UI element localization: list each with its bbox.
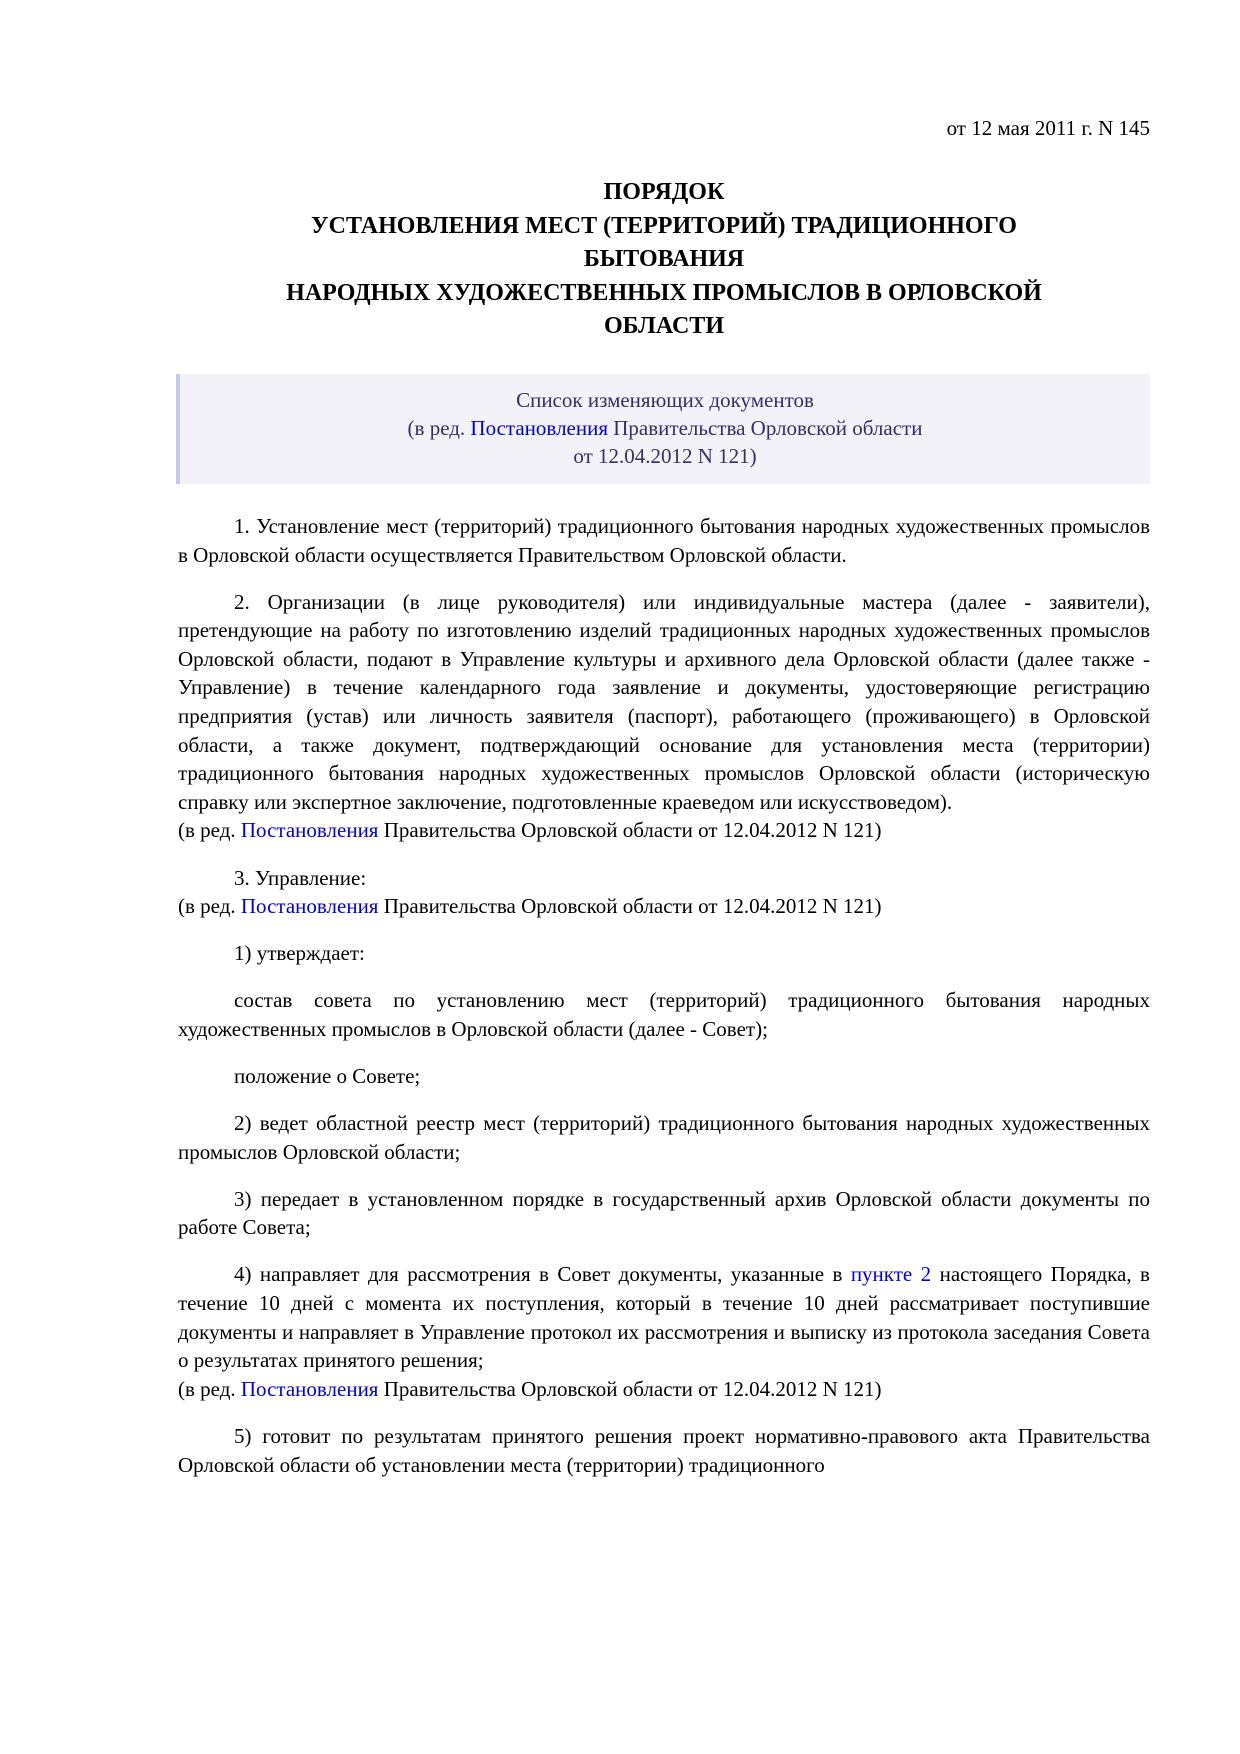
document-date-number: от 12 мая 2011 г. N 145 <box>946 116 1150 140</box>
amendments-heading: Список изменяющих документов <box>516 388 814 412</box>
paragraph-3-3: 3) передает в установленном порядке в государственный архив Орловской области документы по работе Совета; <box>178 1186 1150 1240</box>
title-line: НАРОДНЫХ ХУДОЖЕСТВЕННЫХ ПРОМЫСЛОВ В ОРЛОВСКОЙ <box>286 279 1042 306</box>
title-line: УСТАНОВЛЕНИЯ МЕСТ (ТЕРРИТОРИЙ) ТРАДИЦИОННОГО <box>311 212 1017 239</box>
resolution-link[interactable]: Постановления <box>240 1376 379 1401</box>
clause-2-link[interactable]: пункте 2 <box>850 1262 932 1287</box>
text: Правительства Орловской области <box>608 416 923 440</box>
title-line: ПОРЯДОК <box>603 179 725 205</box>
text: (в ред. <box>407 416 471 440</box>
text: настоящего Порядка, в течение 10 дней с момента их поступления, который в течение 10 дней рассматривает поступившие документы и направляет в Управление протокол их рассмотрения и выписку из протокола заседания Совета о результатах принятого решения; <box>178 1262 1150 1373</box>
resolution-link[interactable]: Постановления <box>470 416 608 440</box>
paragraph-3-5: 5) готовит по результатам принятого решения проект нормативно-правового акта Правительства Орловской области об установлении места (территории) традиционного <box>178 1423 1150 1477</box>
redaction-note <box>178 892 1150 921</box>
paragraph-3-1a: состав совета по установлению мест (территорий) традиционного бытования народных художественных промыслов в Орловской области (далее - Совет); <box>178 988 1150 1041</box>
paragraph-3-2: 2) ведет областной реестр мест (территорий) традиционного бытования народных художественных промыслов Орловской области; <box>178 1111 1150 1164</box>
text: Правительства Орловской области от 12.04.2012 N 121) <box>378 818 882 843</box>
text: (в ред. <box>178 1376 241 1401</box>
paragraph-3-1: 1) утверждает: <box>234 941 365 966</box>
document-title <box>178 176 1150 344</box>
paragraph-3-4 <box>178 1260 1150 1374</box>
paragraph-2: 2. Организации (в лице руководителя) или индивидуальные мастера (далее - заявители), претендующие на работу по изготовлению изделий традиционных народных художественных промыслов Орловской области, подают в Управление культуры и архивного дела Орловской области (далее также - Управление) в течение календарного года заявление и документы, удостоверяющие регистрацию предприятия (устав) или личность заявителя (паспорт), работающего (проживающего) в Орловской области, а также документ, подтверждающий основание для установления места (территории) традиционного бытования народных художественных промыслов Орловской области (историческую справку или экспертное заключение, подготовленные краеведом или искусствоведом). <box>178 589 1150 814</box>
text: 4) направляет для рассмотрения в Совет документы, указанные в <box>234 1262 851 1287</box>
redaction-note <box>178 816 1150 845</box>
paragraph-1: 1. Установление мест (территорий) традиционного бытования народных художественных промыслов в Орловской области осуществляется Правительством Орловской области. <box>178 514 1150 567</box>
text: Правительства Орловской области от 12.04.2012 N 121) <box>378 894 882 919</box>
text: (в ред. <box>178 894 241 919</box>
amending-documents-box <box>176 374 1150 484</box>
resolution-link[interactable]: Постановления <box>240 894 379 919</box>
paragraph-3: 3. Управление: <box>234 865 367 890</box>
paragraph-3-1b: положение о Совете; <box>234 1064 421 1088</box>
title-line: БЫТОВАНИЯ <box>583 246 745 272</box>
amendments-date: от 12.04.2012 N 121) <box>573 444 757 468</box>
document-body <box>178 512 1150 1498</box>
text: (в ред. <box>178 818 241 843</box>
title-line: ОБЛАСТИ <box>604 313 724 339</box>
resolution-link[interactable]: Постановления <box>240 818 379 843</box>
redaction-note <box>178 1375 1150 1404</box>
text: Правительства Орловской области от 12.04.2012 N 121) <box>378 1376 882 1401</box>
